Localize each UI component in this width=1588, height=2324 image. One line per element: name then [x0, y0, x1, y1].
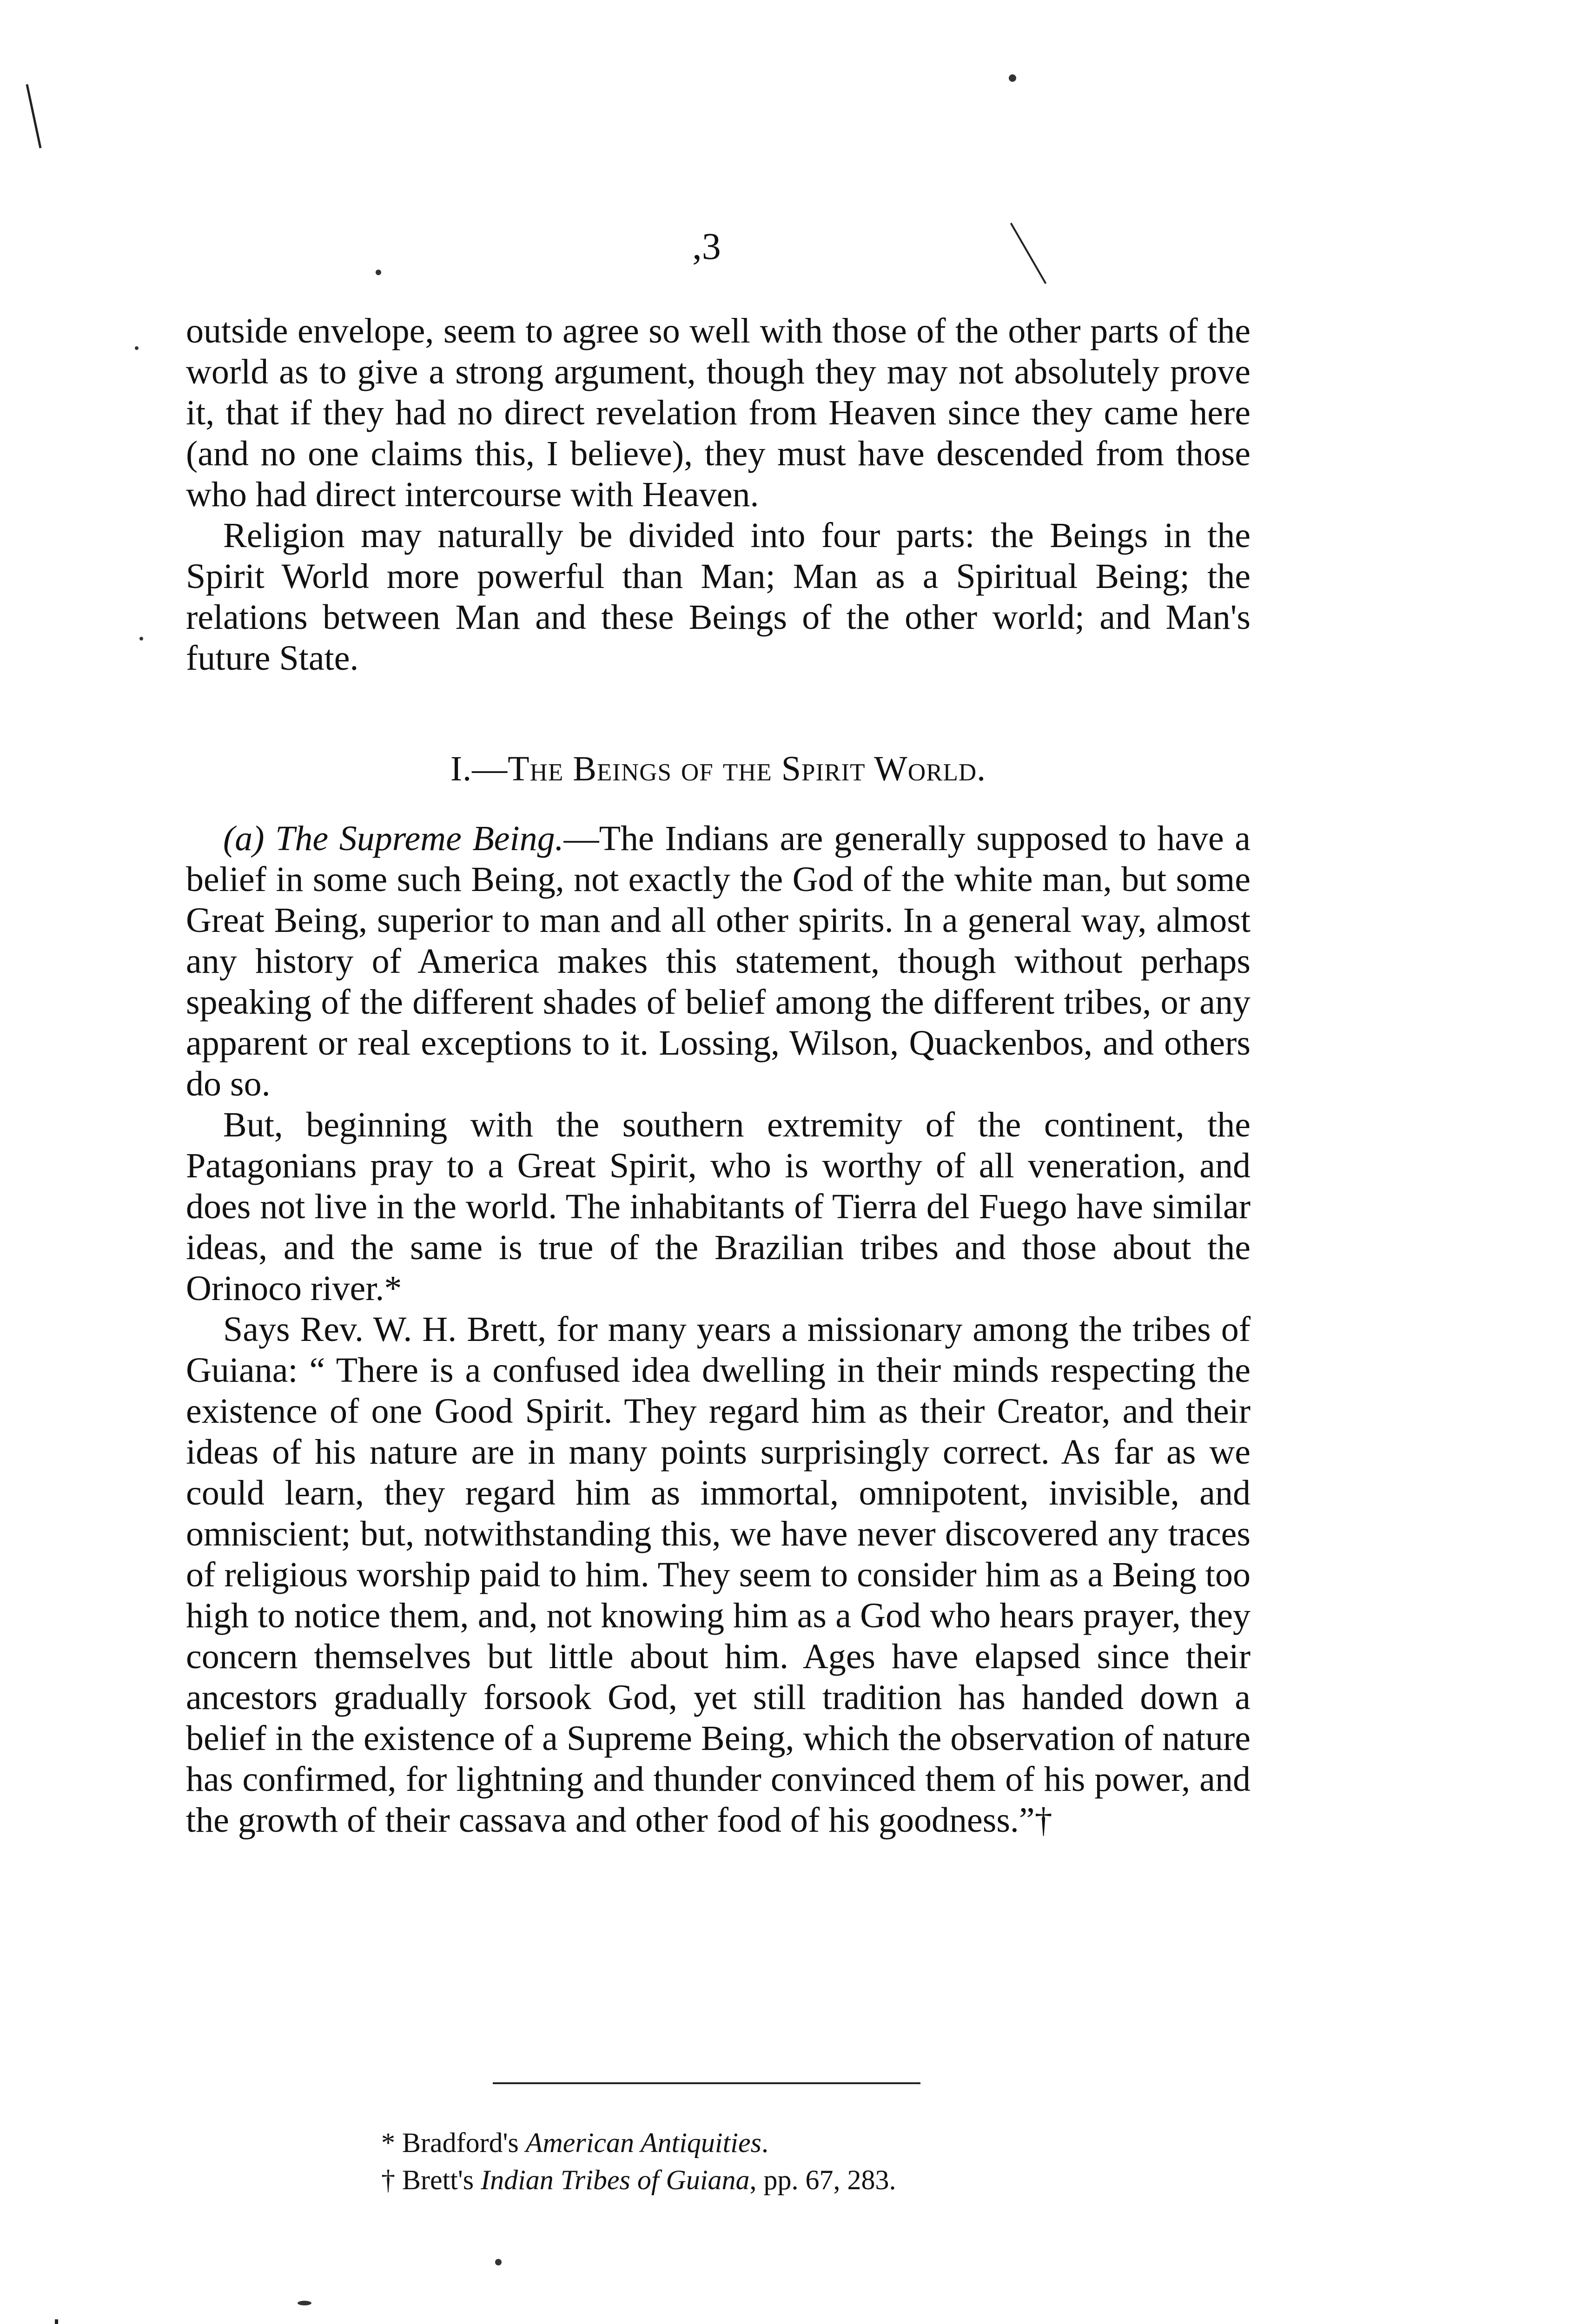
footnotes: [381, 2124, 1171, 2199]
paragraph-brett-quote: Says Rev. W. H. Brett, for many years a missionary among the tribes of Guiana: “ There is a confused idea dwelling in their minds respecting the existence of one Good Spirit. They regard him as their Creator, and their ideas of his nature are in many points surprisingly correct. As far as we could learn, they regard him as immortal, omnipotent, invisible, and omniscient; but, notwithstanding this, we have never discovered any traces of religious worship paid to him. They seem to consider him as a Being too high to notice them, and, not knowing him as a God who hears prayer, they concern themselves but little about him. Ages have elapsed since their ancestors gradually forsook God, yet still tradition has handed down a belief in the existence of a Supreme Being, which the observation of nature has confirmed, for lightning and thunder convinced them of his power, and the growth of their cassava and other food of his goodness.”†: [186, 1310, 1251, 1840]
footnote-rest: , pp. 67, 283.: [749, 2165, 896, 2195]
paragraph-supreme-being: [186, 818, 1251, 1104]
scan-speck: [1009, 74, 1016, 82]
subsection-text: —The Indians are generally supposed to have a belief in some such Being, not exactly the God of the white man, but some Great Being, superior to man and all other spirits. In a general way, almost any history of America makes this statement, though without perhaps speaking of the different shades of belief among the different tribes, or any apparent or real exceptions to it. Lossing, Wilson, Quackenbos, and others do so.: [186, 819, 1251, 1103]
page-number: ,3: [692, 225, 721, 267]
scan-speck: [298, 2301, 311, 2305]
footnote-mark: † Brett's: [381, 2165, 481, 2195]
section-heading: I.—The Beings of the Spirit World.: [450, 749, 986, 788]
scan-mark-top-right: [1010, 223, 1046, 284]
scan-speck: [376, 270, 381, 275]
footnote-title: American Antiquities: [525, 2127, 761, 2158]
paragraph-religion-parts: Religion may naturally be divided into four parts: the Beings in the Spirit World more powerful than Man; Man as a Spiritual Being; the relations between Man and these Beings of the other world; and Man's future State.: [186, 516, 1251, 678]
footnote-title: Indian Tribes of Guiana: [481, 2165, 750, 2195]
footnote-mark: * Bradford's: [381, 2127, 526, 2158]
scan-speck: [495, 2259, 502, 2265]
footnote-bradford: [381, 2124, 1171, 2161]
paragraph-continuation: outside envelope, seem to agree so well with those of the other parts of the world as to give a strong argument, though they may not absolutely prove it, that if they had no direct revelation from Heaven since they came here (and no one claims this, I believe), they must have descended from those who had direct intercourse with Heaven.: [186, 311, 1251, 514]
paragraph-patagonians: But, beginning with the southern extremity of the continent, the Patagonians pray to a Great Spirit, who is worthy of all veneration, and does not live in the world. The inhabitants of Tierra del Fuego have similar ideas, and the same is true of the Brazilian tribes and those about the Orinoco river.*: [186, 1105, 1251, 1308]
footnote-brett: [381, 2161, 1171, 2199]
scan-speck: [139, 637, 143, 640]
footnote-rest: .: [761, 2127, 768, 2158]
subsection-label: (a) The Supreme Being.: [223, 819, 564, 858]
scan-mark-left-top: [26, 84, 42, 148]
scan-speck: [135, 346, 139, 350]
footnote-divider: [493, 2082, 920, 2084]
scan-mark-left-bottom: [55, 2319, 58, 2324]
body-text: [186, 310, 1251, 1841]
